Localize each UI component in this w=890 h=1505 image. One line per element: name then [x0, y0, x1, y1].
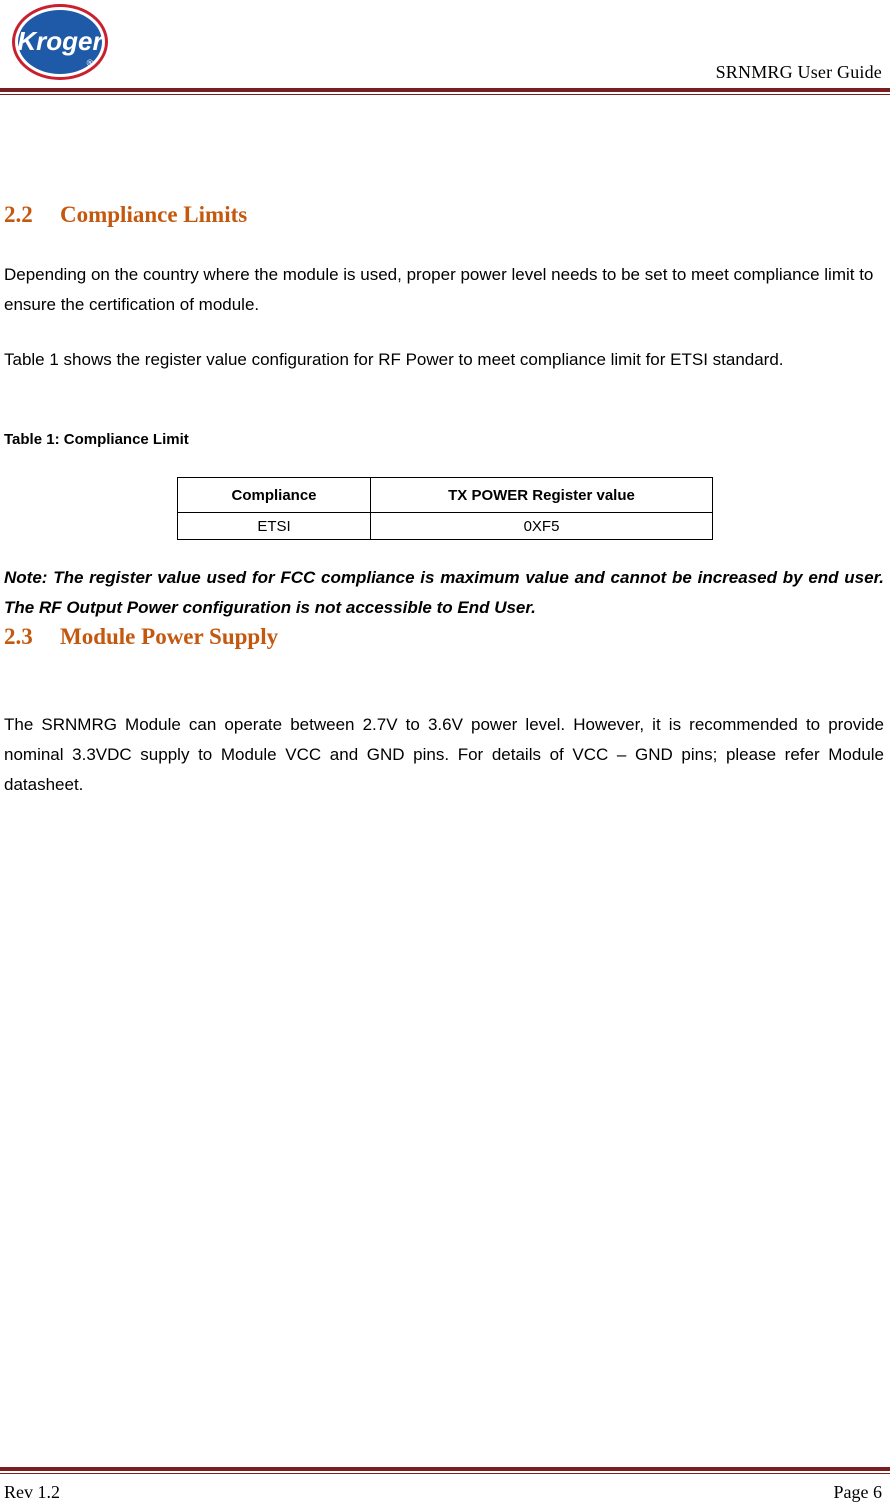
document-title: SRNMRG User Guide — [715, 62, 882, 82]
section-number: 2.3 — [4, 624, 33, 649]
compliance-table — [177, 477, 713, 540]
note-text: Note: The register value used for FCC compliance is maximum value and cannot be increased by end user. The RF Output Power configuration is not accessible to End User. — [4, 568, 884, 617]
table-cell-compliance: ETSI — [178, 513, 371, 540]
page-number: Page 6 — [833, 1482, 882, 1502]
section-title: Compliance Limits — [60, 202, 248, 227]
logo-registered-mark: ® — [86, 58, 94, 68]
table-row — [178, 513, 713, 540]
table-caption: Table 1: Compliance Limit — [4, 431, 189, 448]
header-rule — [0, 88, 890, 95]
paragraph-table-reference: Table 1 shows the register value configuration for RF Power to meet compliance limit for ETSI standard. — [4, 350, 784, 369]
footer-rule — [0, 1467, 890, 1474]
table-header-row — [178, 478, 713, 513]
section-heading-compliance-limits — [4, 202, 247, 228]
table-cell-register-value: 0XF5 — [371, 513, 713, 540]
section-title: Module Power Supply — [60, 624, 279, 649]
logo-wordmark: Kroger — [17, 26, 103, 56]
table-header-compliance: Compliance — [178, 478, 371, 513]
kroger-logo-icon — [10, 2, 110, 82]
paragraph-compliance-intro: Depending on the country where the module is used, proper power level needs to be set to meet compliance limit to ensure the certification of module. — [4, 265, 874, 314]
revision-label: Rev 1.2 — [4, 1482, 60, 1502]
section-number: 2.2 — [4, 202, 33, 227]
paragraph-power-supply: The SRNMRG Module can operate between 2.7V to 3.6V power level. However, it is recommended to provide nominal 3.3VDC supply to Module VCC and GND pins. For details of VCC – GND pins; please refer Module datasheet. — [4, 715, 884, 794]
section-heading-module-power-supply — [4, 624, 278, 650]
table-header-tx-power: TX POWER Register value — [371, 478, 713, 513]
